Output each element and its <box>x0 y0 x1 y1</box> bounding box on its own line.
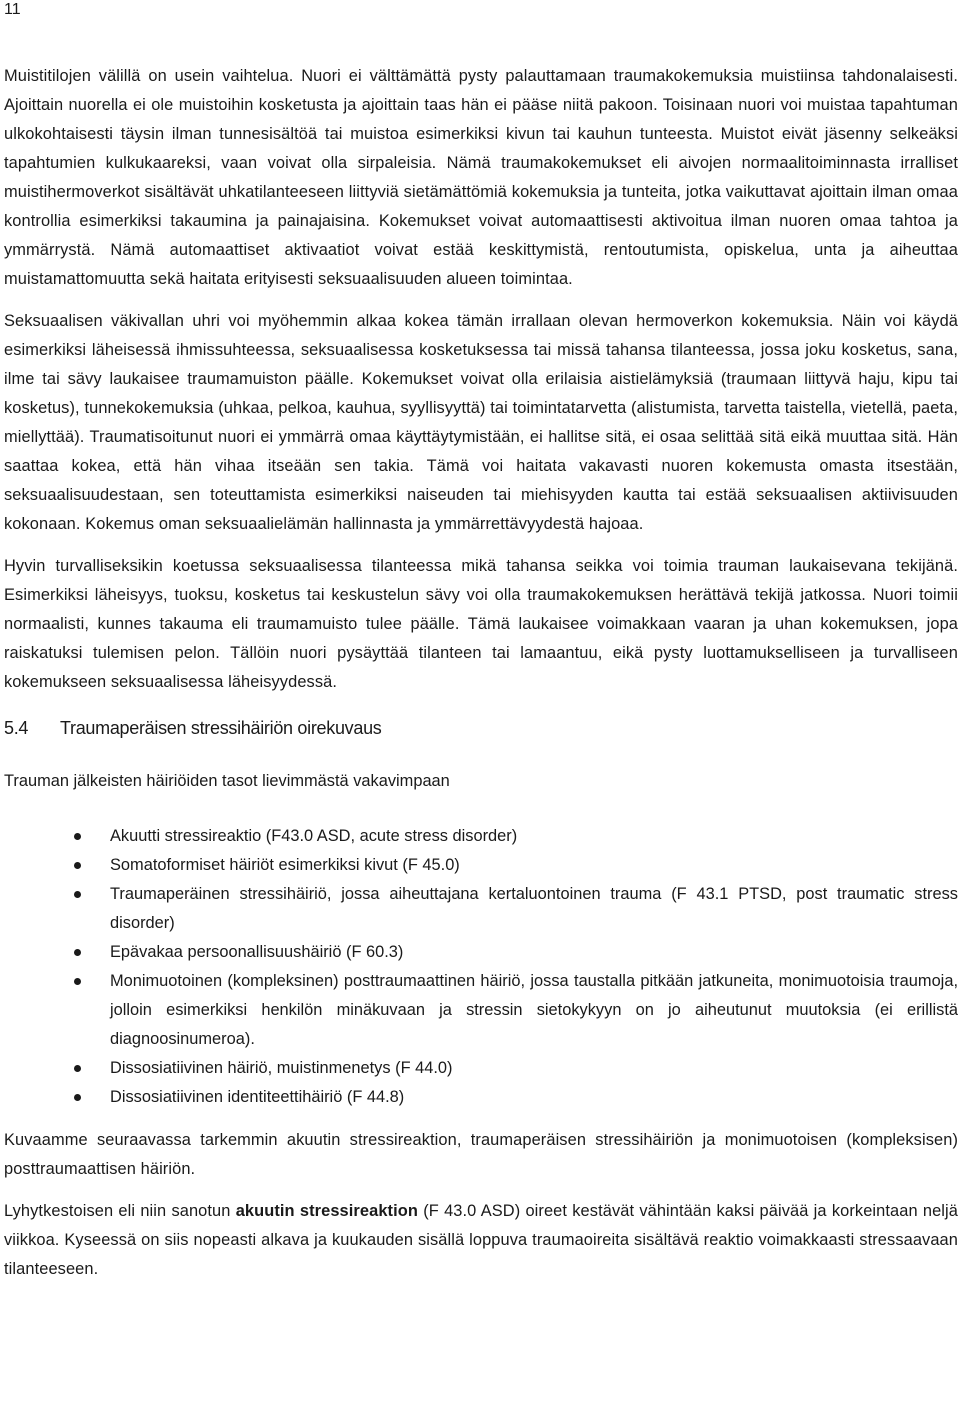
document-body <box>4 62 958 1297</box>
section-title: Traumaperäisen stressihäiriön oirekuvaus <box>60 718 382 738</box>
emphasis-acute-stress: akuutin stressireaktion <box>235 1202 418 1220</box>
bullet-icon <box>74 1094 81 1101</box>
list-item: Traumaperäinen stressihäiriö, jossa aiheuttajana kertaluontoinen trauma (F 43.1 PTSD, post traumatic stress disorder) <box>4 880 958 938</box>
paragraph-after-list: Kuvaamme seuraavassa tarkemmin akuutin stressireaktion, traumaperäisen stressihäiriön ja monimuotoisen (kompleksisen) posttraumaattisen häiriön. <box>4 1131 958 1178</box>
list-item: Epävakaa persoonallisuushäiriö (F 60.3) <box>4 938 958 967</box>
list-item: Dissosiatiivinen häiriö, muistinmenetys (F 44.0) <box>4 1054 958 1083</box>
paragraph-sexual-violence: Seksuaalisen väkivallan uhri voi myöhemmin alkaa kokea tämän irrallaan olevan hermoverkon kokemuksia. Näin voi käydä esimerkiksi läheisessä ihmissuhteessa, seksuaalisessa kosketuksessa tai missä tahansa tilanteessa, jossa joku kosketus, sana, ilme tai sävy laukaisee traumamuiston päälle. Kokemukset voivat olla erilaisia aistielämyksiä (traumaan liittyvä haju, kipu tai kosketus), tunnekokemuksia (uhkaa, pelkoa, kauhua, syyllisyyttä) tai toimintatarvetta (alistumista, tarvetta taistella, vietellä, paeta, miellyttää). Traumatisoitunut nuori ei ymmärrä omaa käyttäytymistään, ei hallitse sitä, ei osaa selittää sitä eikä muuttaa sitä. Hän saattaa kokea, että hän vihaa itseään sen takia. Tämä voi haitata vakavasti nuoren kokemusta omasta itsestään, seksuaalisuudestaan, sen toteuttamista esimerkiksi naiseuden tai miehisyyden kautta tai estää seksuaalisen aktiivisuuden kokonaan. Kokemus oman seksuaalielämän hallinnasta ja ymmärrettävyydestä hajoaa. <box>4 312 958 533</box>
bullet-icon <box>74 978 81 985</box>
bullet-icon <box>74 891 81 898</box>
disorder-list <box>4 822 958 1112</box>
bullet-icon <box>74 949 81 956</box>
bullet-icon <box>74 1065 81 1072</box>
paragraph-memory-states: Muistitilojen välillä on usein vaihtelua. Nuori ei välttämättä pysty palauttamaan traumakokemuksia muistiinsa tahdonalaisesti. Ajoittain nuorella ei ole muistoihin kosketusta ja ajoittain taas hän ei pääse niitä pakoon. Toisinaan nuori voi muistaa tapahtuman ulkokohtaisesti täysin ilman tunnesisältöä tai muistoa esimerkiksi kivun tai kauhun tunteesta. Muistot eivät jäsenny selkeäksi tapahtumien kulkukaareksi, vaan voivat olla sirpaleisia. Nämä traumakokemukset eli aivojen normaalitoiminnasta irralliset muistihermoverkot sisältävät uhkatilanteeseen liittyviä sietämättömiä kokemuksia ja tunteita, jotka vaikuttavat ajoittain ilman omaa kontrollia esimerkiksi takaumina ja painajaisina. Kokemukset voivat automaattisesti aktivoitua ilman nuoren omaa tahtoa ja ymmärrystä. Nämä automaattiset aktivaatiot voivat estää keskittymistä, rentoutumista, opiskelua, unta ja aiheuttaa muistamattomuutta sekä haitata erityisesti seksuaalisuuden alueen toimintaa. <box>4 67 958 288</box>
list-item: Akuutti stressireaktio (F43.0 ASD, acute stress disorder) <box>4 822 958 851</box>
section-number: 5.4 <box>4 718 29 738</box>
paragraph-acute-stress: Lyhytkestoisen eli niin sanotun akuutin stressireaktion (F 43.0 ASD) oireet kestävät vähintään kaksi päivää ja korkeintaan neljä viikkoa. Kyseessä on siis nopeasti alkava ja kuukauden sisällä loppuva traumaoireita sisältävä reaktio voimakkaasti stressaavaan tilanteeseen. <box>4 1202 959 1278</box>
bullet-icon <box>74 862 81 869</box>
page-number: 11 <box>4 1 21 18</box>
list-item: Somatoformiset häiriöt esimerkiksi kivut (F 45.0) <box>4 851 958 880</box>
section-heading <box>4 715 958 741</box>
bullet-icon <box>74 833 81 840</box>
list-intro: Trauman jälkeisten häiriöiden tasot lievimmästä vakavimpaan <box>4 772 450 790</box>
list-item: Dissosiatiivinen identiteettihäiriö (F 44.8) <box>4 1083 958 1112</box>
paragraph-trigger: Hyvin turvalliseksikin koetussa seksuaalisessa tilanteessa mikä tahansa seikka voi toimia trauman laukaisevana tekijänä. Esimerkiksi läheisyys, tuoksu, kosketus tai keskustelun sävy voi olla traumakokemuksen herättävä tekijä jatkossa. Nuori toimii normaalisti, kunnes takauma eli traumamuisto tulee päälle. Tämä laukaisee voimakkaan vaaran ja uhan kokemuksen, jopa raiskatuksi tulemisen pelon. Tällöin nuori pysäyttää tilanteen tai lamaantuu, eikä pysty luottamukselliseen ja turvalliseen kokemukseen seksuaalisessa läheisyydessä. <box>4 557 958 691</box>
list-item: Monimuotoinen (kompleksinen) posttraumaattinen häiriö, jossa taustalla pitkään jatkuneita, monimuotoisia traumoja, jolloin esimerkiksi henkilön minäkuvaan ja stressin sietokykyyn on jo aiheutunut muutoksia (ei erillistä diagnoosinumeroa). <box>4 967 958 1054</box>
